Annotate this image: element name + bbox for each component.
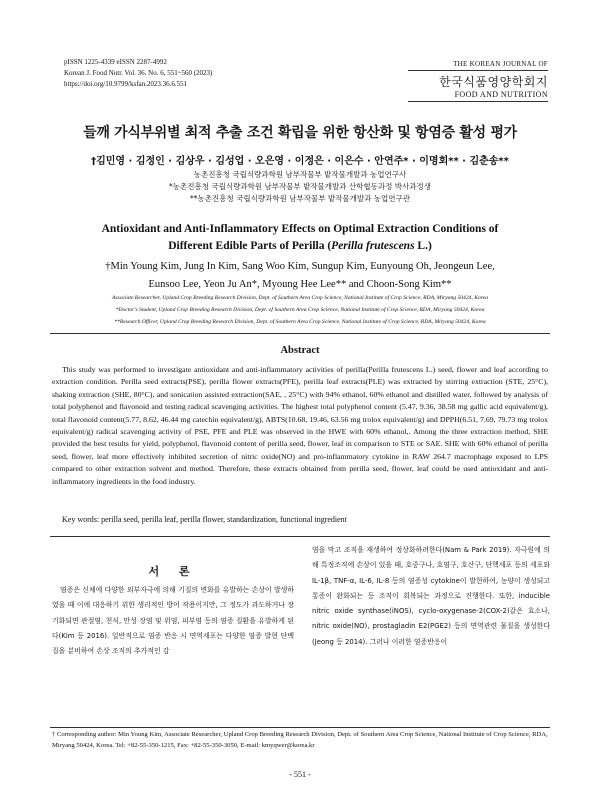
journal-name-kr: 한국식품영양학회지 — [439, 75, 548, 89]
divider-top — [50, 333, 550, 334]
body-column-left: 염증은 신체에 다양한 외부자극에 의해 기질의 변화를 유발하는 손상이 발생하였을 때 이에 대응하기 위한 생리적인 방어 작용이지만, 그 정도가 과도하거나 장기화되면 관절염, 천식, 만성 장염 및 위염, 피부염 등의 염증 질환을 유발하게 된다(Kim 등 2016). 일반적으로 염증 반응 시 면역세포는 다양한 염증 발현 단백질을 분비하여 손상 조직의 추가적인 감 — [52, 586, 294, 656]
korean-affiliation-1: 농촌진흥청 국립식량과학원 남부작물부 밭작물개발과 농업연구사 — [193, 170, 407, 179]
keywords: Key words: perilla seed, perilla leaf, perilla flower, standardization, functional ingredient — [62, 515, 347, 524]
doi-link[interactable]: https://doi.org/10.9799/ksfan.2023.36.6.551 — [64, 80, 188, 88]
english-title — [60, 221, 540, 255]
journal-logo — [408, 60, 548, 102]
english-title-line-1: Antioxidant and Anti-Inflammatory Effects on Optimal Extraction Conditions of — [101, 223, 499, 235]
title-part-a: Different Edible Parts of Perilla ( — [168, 240, 332, 252]
title-part-c: L.) — [414, 240, 432, 252]
body-column-right: 염을 막고 조직을 재생하여 정상화하려한다(Nam & Park 2019). 자극원에 의해 특정조직에 손상이 있을 때, 호중구나, 호염구, 호산구, 단핵세포 등의 세포와 IL-1β, TNF-α, IL-6, IL-8 등의 염증성 cytokine이 발현하여, 농양이 생성되고 통증이 완화되는 등 조직이 회복되는 과정으로 진행한다. 또한, inducible nitric oxide synthase(iNOS), cyclo-oxygenase-2(COX-2)같은 효소나, nitric oxide(NO), prostagladin E2(PGE2) 등의 면역관련 물질을 생성한다(Jeong 등 2014). 그러나 이러한 염증반응이 — [312, 546, 550, 646]
section-heading-introduction: 서 론 — [148, 565, 198, 578]
korean-affiliation-2: *농촌진흥청 국립식량과학원 남부작물부 밭작물개발과 산학협동과정 박사과정생 — [169, 182, 431, 191]
footnote-rule — [50, 727, 550, 728]
journal-name-en: THE KOREAN JOURNAL OF — [408, 60, 548, 71]
english-title-line-2 — [60, 238, 540, 255]
journal-name-en2: FOOD AND NUTRITION — [408, 90, 548, 102]
english-affiliation-3: **Research Officer, Upland Crop Breeding Research Division, Dept. of Southern Area Crop Science, National Institute of Crop Science, RDA, Miryang 50424, Korea — [114, 319, 486, 325]
english-affiliation-2: *Doctor's Student, Upland Crop Breeding Research Division, Dept. of Southern Area Crop Science, National Institute of Crop Science, RDA, Miryang 50424, Korea — [115, 307, 485, 313]
korean-authors: †김민영 · 김정인 · 김상우 · 김성업 · 오은영 · 이정은 · 이은수 · 안연주* · 이명회** · 김춘송** — [91, 156, 509, 167]
korean-title: 들깨 가식부위별 최적 추출 조건 확립을 위한 항산화 및 항염증 활성 평가 — [83, 125, 517, 141]
korean-affiliation-3: **농촌진흥청 국립식량과학원 남부작물부 밭작물개발과 농업연구관 — [190, 194, 410, 203]
corresponding-author-footnote: † Corresponding author: Min Young Kim, Associate Researcher, Upland Crop Breeding Research Division, Dept. of Southern Area Crop Science, National Institute of Crop Science, RDA, Miryang 50424, Korea. Tel: +82-55-350-1215, Fax: +82-55-350-3050, E-mail: kmyqwer@korea.kr — [52, 731, 548, 749]
english-authors-line-1: †Min Young Kim, Jung In Kim, Sang Woo Kim, Sungup Kim, Eunyoung Oh, Jeongeun Lee, — [105, 261, 495, 272]
divider-bottom — [50, 536, 550, 537]
english-authors — [60, 258, 540, 294]
abstract-heading: Abstract — [280, 345, 320, 356]
journal-header-left — [64, 57, 212, 90]
species-name: Perilla frutescens — [331, 240, 415, 252]
journal-citation: Korean J. Food Nutr. Vol. 36. No. 6, 551~560 (2023) — [64, 69, 213, 77]
issn-line: pISSN 1225-4339 eISSN 2287-4992 — [64, 58, 167, 66]
english-affiliation-1: Associate Researcher, Upland Crop Breeding Research Division, Dept. of Southern Area Crop Science, National Institute of Crop Science, RDA, Miryang 50424, Korea — [111, 295, 489, 301]
page-number: - 551 - — [289, 770, 311, 779]
abstract-body: This study was performed to investigate antioxidant and anti-inflammatory activities of perilla(Perilla frutescens L.) seed, flower and leaf according to extraction condition. Perilla seed extracts(PSE), perilla flower extracts(PFE), perilla leaf extracts(PLE) was extracted by stirring extraction (STE, 25°C), shaking extraction (SHE, 80°C), and sonication assisted extraction(SAE, , 25°C) with 94% ethanol, 60% ethanol and distilled water, followed by analysis of total polyphenol and flavonoid and testing radical scavenging activities. The highest total polyphenol content (5.47, 9.36, 38.58 mg gallic acid equivalent/g), total flavonoid content(5.77, 8.62, 46.44 mg catechin equivalent/g), ABTS(10.68, 19.46, 63.56 mg trolox equivalent/g) and DPPH(6.51, 7.69, 79.73 mg trolox equivalent/g) radical scavenging activity of PSE, PFE and PLE was observed in the HWE with 60% ethanol,. Among the three extraction method, SHE provided the best results for yield, polyphenol, flavonoid content of perilla seed, flower, leaf in comparison to STE or SAE. SHE with 60% ethanol of perilla seed, flower, leaf more effectively inhibited secretion of nitric oxide(NO) and pro-inflammatory cytokine in RAW 264.7 macrophage exposed to LPS compared to other extraction solvent and method. Therefore, these extracts obtained from perilla seed, flower, leaf could be used antioxidant and anti-inflammatory ingredients in the food industry. — [52, 365, 548, 486]
english-authors-line-2: Eunsoo Lee, Yeon Ju An*, Myoung Hee Lee** and Choon-Song Kim** — [148, 279, 452, 290]
